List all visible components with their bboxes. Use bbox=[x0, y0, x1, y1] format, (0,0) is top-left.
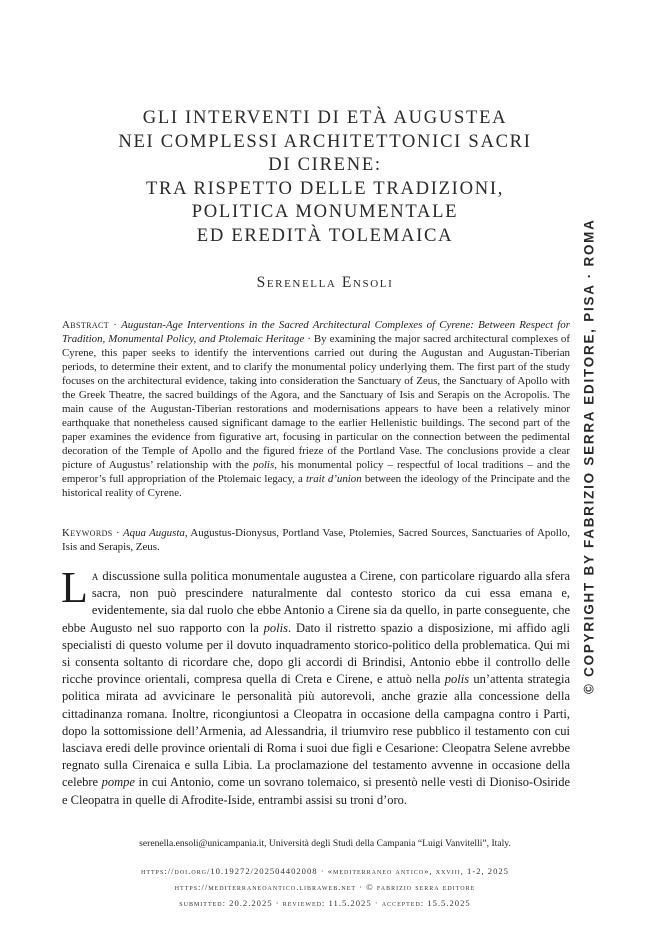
copyright-vertical-banner bbox=[574, 218, 604, 694]
keywords-separator: · bbox=[112, 527, 123, 539]
keywords-text: , Augustus-Dionysus, Portland Vase, Ptolemies, Sacred Sources, Sanctuaries of Apollo, Isis and Serapis, Zeus. bbox=[62, 527, 571, 553]
abstract-text-1: By examining the major sacred architectural complexes of Cyrene, this paper seeks to identify the interventions carried out during the Augustan and Augustan-Tiberian periods, to determine their extent, and to clarify the monumental policy underlying them. The first part of the study focuses on the architectural evidence, taking into consideration the Sanctuary of Zeus, the Sanctuary of Apollo with the Greek Theatre, the sacred buildings of the Agora, and the Sanctuary of Isis and Serapis on the Acropolis. The main cause of the Augustan-Tiberian restorations and modernisations appears to have been a relatively minor earthquake that nonetheless caused significant damage to the earlier Hellenistic buildings. The second part of the paper examines the evidence from figurative art, focusing in particular on the connection between the pedimental decoration of the Temple of Apollo and the figured frieze of the Portland Vase. The conclusions provide a clear picture of Augustus’ relationship with the bbox=[62, 333, 570, 471]
abstract-text-3: between the ideology of the Principate and the historical reality of Cyrene. bbox=[62, 473, 570, 499]
abstract-english-title: Augustan-Age Interventions in the Sacred Architectural Complexes of Cyrene: Between Respect for Tradition, Monumental Policy, and Ptolemaic Heritage bbox=[62, 319, 570, 345]
body-italic-pompe: pompe bbox=[101, 775, 135, 790]
body-text-2: . Dato il ristretto spazio a disposizione, mi affido agli specialisti di questo volume per il dovuto inquadramento storico-politico della problematica. Qui mi si consenta soltanto di ricordare che, dopo gli accordi di Brindisi, Antonio ebbe il controllo delle ricche province orientali, compresa quella di Creta e Cirene, e attuò nella bbox=[62, 620, 570, 687]
abstract-italic-trait: trait d’union bbox=[305, 473, 362, 485]
drop-cap: L bbox=[61, 563, 88, 612]
abstract-text-2: , his monumental policy – respectful of local traditions – and the emperor’s full appropriation of the Ptolemaic legacy, a bbox=[62, 459, 570, 485]
body-lead: a bbox=[91, 569, 99, 583]
keywords-italic: Aqua Augusta bbox=[122, 527, 185, 539]
body-text-4: in cui Antonio, come un sovrano tolemaico, si presentò nelle vesti di Dioniso-Osiride e Cleopatra in quelle di Afrodite-Iside, entrambi assisi su troni d’oro. bbox=[62, 775, 571, 807]
title-line-2: NEI COMPLESSI ARCHITETTONICI SACRI bbox=[118, 130, 532, 152]
abstract-italic-polis: polis bbox=[253, 459, 275, 471]
website-line: https://mediterraneoantico.libraweb.net · © fabrizio serra editore bbox=[174, 882, 476, 892]
article-title bbox=[60, 106, 590, 247]
abstract-label: Abstract bbox=[62, 319, 110, 331]
body-text-1: discussione sulla politica monumentale augustea a Cirene, con particolare riguardo alla sfera sacra, non può prescindere naturalmente dal contesto storico da cui essa emana e, evidentemente, sia dal ruolo che ebbe Antonio a Cirene sia da quello, in parte conseguente, che ebbe Augusto nel suo rapporto con la bbox=[62, 569, 570, 635]
keywords-label: Keywords bbox=[62, 527, 113, 539]
abstract-separator: · bbox=[109, 319, 122, 331]
title-line-3: DI CIRENE: bbox=[268, 154, 382, 175]
dates-line: submitted: 20.2.2025 · reviewed: 11.5.2025 · accepted: 15.5.2025 bbox=[179, 898, 471, 908]
doi-line: https://doi.org/10.19272/202504402008 · «mediterraneo antico», xxviii, 1-2, 2025 bbox=[141, 866, 509, 876]
body-italic-polis-1: polis bbox=[263, 620, 288, 635]
title-line-1: GLI INTERVENTI DI ETÀ AUGUSTEA bbox=[142, 107, 508, 128]
author-affiliation-footnote: serenella.ensoli@unicampania.it, Università degli Studi della Campania “Luigi Vanvitelli”, Italy. bbox=[139, 838, 511, 849]
copyright-text: © COPYRIGHT BY FABRIZIO SERRA EDITORE, PISA · ROMA bbox=[581, 218, 597, 694]
body-italic-polis-2: polis bbox=[444, 672, 470, 687]
title-line-5: POLITICA MONUMENTALE bbox=[191, 201, 459, 222]
keywords bbox=[62, 526, 570, 554]
title-line-4: TRA RISPETTO DELLE TRADIZIONI, bbox=[145, 177, 505, 199]
abstract-separator-2: · bbox=[304, 333, 314, 345]
title-line-6: ED EREDITÀ TOLEMAICA bbox=[196, 224, 454, 246]
abstract bbox=[62, 318, 570, 500]
body-text bbox=[61, 563, 571, 809]
body-text-3: un’attenta strategia politica mirata ad avvicinare le personalità più autorevoli, anche grazie alla concessione della cittadinanza romana. Inoltre, ricongiuntosi a Cleopatra in occasione della campagna contro i Parti, dopo la sottomissione dell’Armenia, ad Alessandria, il triumviro rese pubblico il testamento con cui lasciava eredi delle province orientali di Roma i suoi due figli e Cesarione: Cleopatra Selene avrebbe regnato sulla Cirenaica e sulla Libia. La proclamazione del testamento avvenne in occasione della celebre bbox=[62, 672, 570, 790]
author-name: Serenella Ensoli bbox=[256, 274, 394, 291]
